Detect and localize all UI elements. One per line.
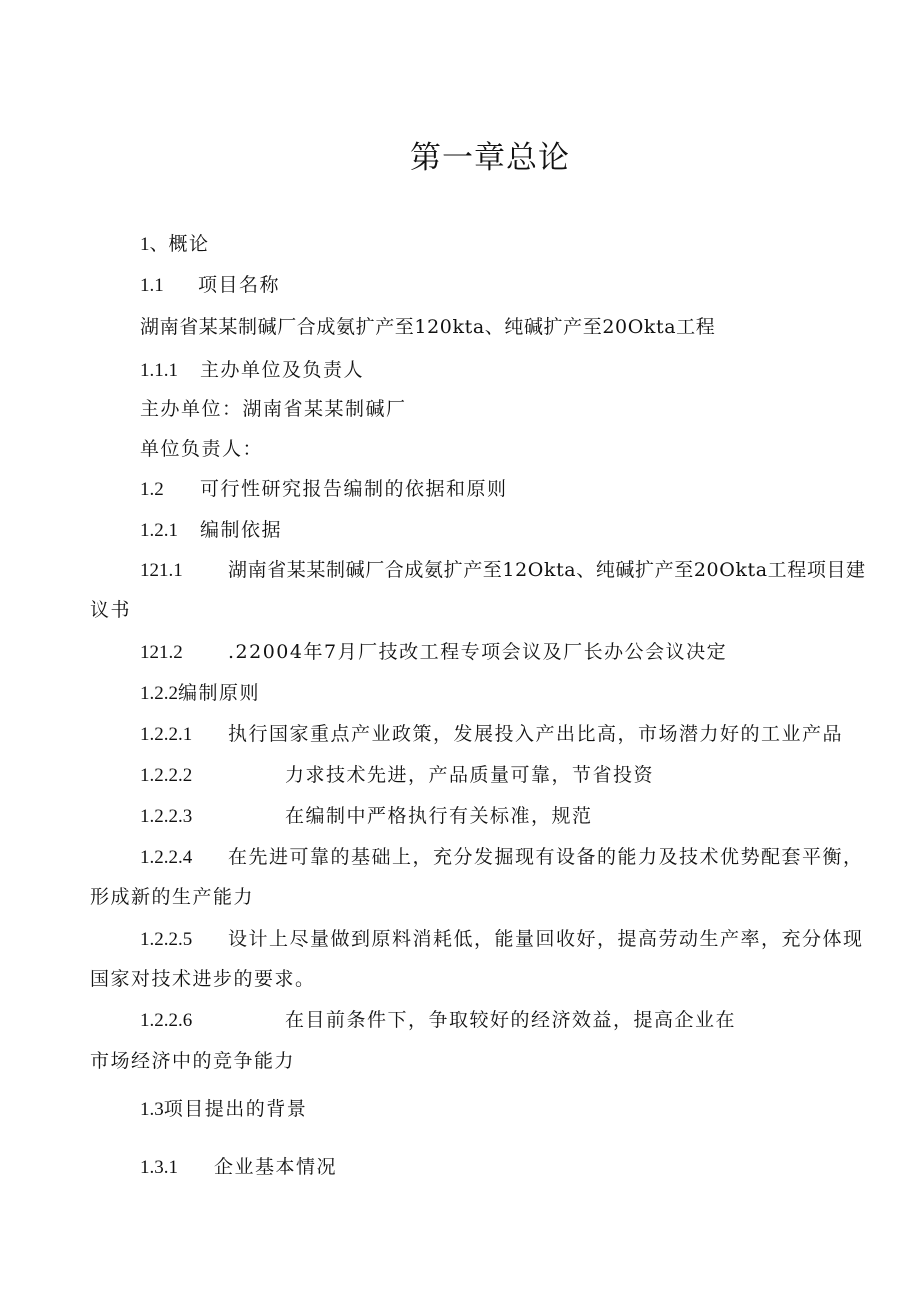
section-text: 执行国家重点产业政策，发展投入产出比高，市场潜力好的工业产品 (228, 723, 844, 745)
section-number: 1.2.2.4 (140, 847, 193, 868)
heading-project-name (140, 272, 280, 299)
section-number: 1.2 (140, 479, 164, 500)
heading-enterprise (140, 1154, 337, 1181)
principle-3 (140, 803, 593, 830)
heading-principles (140, 680, 260, 707)
page-title: 第一章总论 (410, 140, 570, 176)
section-number: 1.1.1 (140, 360, 178, 381)
principle-4-continued (90, 884, 254, 910)
basis-item-1-continued (90, 597, 131, 623)
section-text: 在先进可靠的基础上，充分发掘现有设备的能力及技术优势配套平衡， (228, 846, 864, 868)
heading-basis (140, 517, 282, 544)
principle-5-continued (90, 966, 316, 992)
principle-1 (140, 721, 843, 748)
section-number: 1.2.2.1 (140, 724, 193, 745)
section-number: 1、 (140, 234, 169, 255)
section-text: 主办单位及负责人 (200, 359, 365, 381)
section-text: 概论 (168, 233, 210, 255)
section-number: 121.2 (140, 642, 183, 663)
paragraph-text: 形成新的生产能力 (90, 886, 255, 908)
section-text: 力求技术先进，产品质量可靠，节省投资 (285, 764, 655, 786)
section-text: 项目名称 (198, 274, 281, 296)
basis-item-1 (140, 557, 866, 584)
heading-basis-principles (140, 476, 508, 503)
section-text: 可行性研究报告编制的依据和原则 (200, 478, 508, 500)
principle-5 (140, 926, 864, 953)
section-number: 1.2.2.2 (140, 765, 193, 786)
heading-sponsor (140, 357, 364, 384)
section-text: 湖南省某某制碱厂合成氨扩产至12Okta、纯碱扩产至20Okta工程项目建 (228, 559, 866, 581)
section-text: .22004年7月厂技改工程专项会议及厂长办公会议决定 (228, 641, 728, 663)
section-number: 1.2.2.5 (140, 929, 193, 950)
unit-leader (140, 436, 263, 462)
heading-overview (140, 231, 210, 258)
paragraph-text: 主办单位：湖南省某某制碱厂 (140, 398, 407, 420)
basis-item-2 (140, 639, 727, 666)
paragraph-text: 单位负责人： (140, 438, 264, 460)
section-text: 项目提出的背景 (163, 1098, 308, 1120)
section-number: 1.2.2.3 (140, 806, 193, 827)
section-text: 编制原则 (178, 682, 261, 704)
section-number: 1.3.1 (140, 1157, 178, 1178)
section-number: 1.2.1 (140, 520, 178, 541)
heading-background (140, 1096, 307, 1123)
principle-6-continued (90, 1048, 295, 1074)
section-number: 1.1 (140, 275, 164, 296)
paragraph-text: 湖南省某某制碱厂合成氨扩产至120kta、纯碱扩产至20Okta工程 (140, 316, 716, 338)
paragraph-text: 市场经济中的竞争能力 (90, 1050, 296, 1072)
section-text: 编制依据 (200, 519, 283, 541)
section-number: 121.1 (140, 560, 183, 581)
sponsor-unit (140, 396, 407, 422)
section-number: 1.2.2 (140, 683, 178, 704)
principle-2 (140, 762, 654, 789)
paragraph-text: 国家对技术进步的要求。 (90, 968, 316, 990)
section-number: 1.2.2.6 (140, 1010, 193, 1031)
section-text: 设计上尽量做到原料消耗低，能量回收好，提高劳动生产率，充分体现 (228, 928, 864, 950)
section-number: 1.3 (140, 1099, 164, 1120)
principle-4 (140, 844, 864, 871)
principle-6 (140, 1007, 736, 1034)
project-name-text (140, 314, 715, 340)
section-text: 在编制中严格执行有关标准，规范 (285, 805, 593, 827)
section-text: 在目前条件下，争取较好的经济效益，提高企业在 (285, 1009, 737, 1031)
section-text: 企业基本情况 (214, 1156, 338, 1178)
paragraph-text: 议书 (90, 599, 132, 621)
